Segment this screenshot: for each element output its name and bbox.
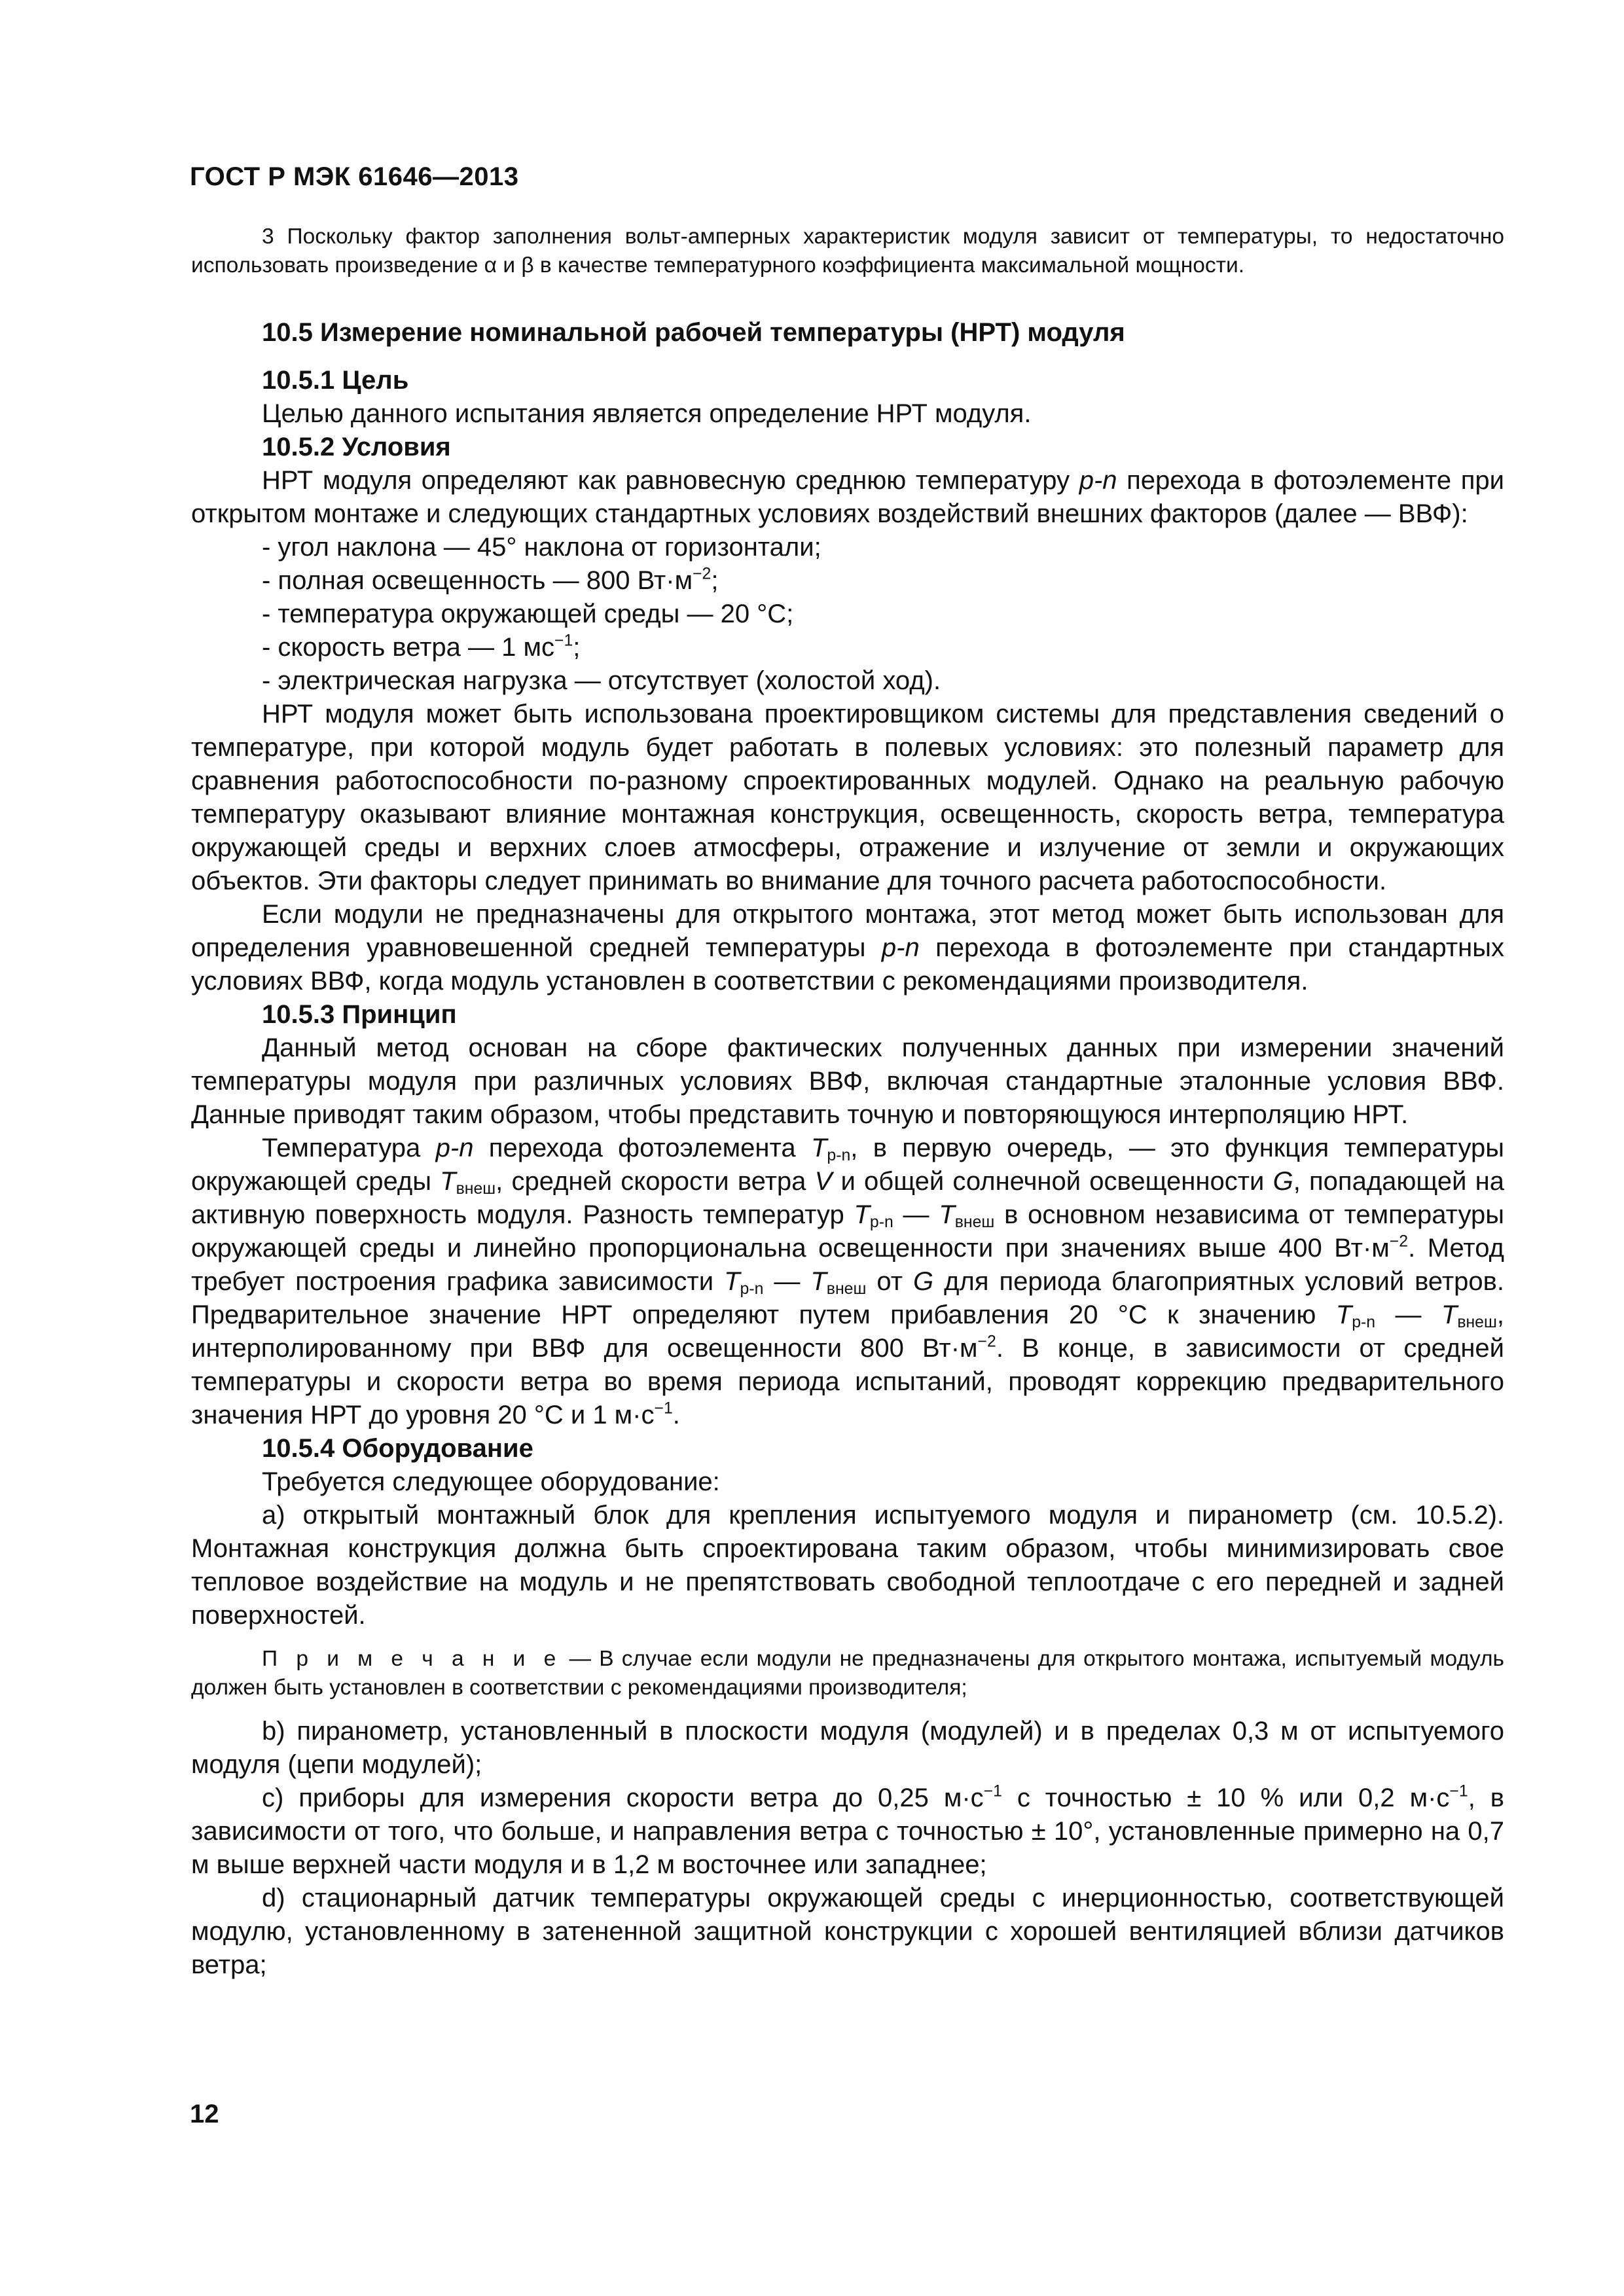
principle-paragraph-2: Температура p-n перехода фотоэлемента $T_{p-n}$, в первую очередь, — это функция температуры окружающей среды $T_{внеш}$, средней скорости ветра V и общей солнечной освещенности G, попадающей на активную поверхность модуля. Разность температур $T_{p-n}$ — $T_{внеш}$ в основном независима от температуры окружающей среды и линейно пропорциональна освещенности при значениях выше 400 $Вт\cdot м^{-2}$. Метод требует построения графика зависимости $T_{p-n}$ — $T_{внеш}$ от G для периода благоприятных условий ветров. Предварительное значение НРТ определяют путем прибавления 20 °C к значению $T_{p-n}$ — $T_{внеш}$, интерполированному при ВВФ для освещенности 800 $Вт\cdot м^{-2}$. В конце, в зависимости от средней температуры и скорости ветра во время периода испытаний, проводят коррекцию предварительного значения НРТ до уровня 20 °C и 1 $м\cdot с^{-1}$. xyxy=(191,1134,1505,1429)
subsection-10-5-3-title: 10.5.3 Принцип xyxy=(262,1000,457,1029)
subsection-10-5-4-title: 10.5.4 Оборудование xyxy=(262,1434,533,1463)
equipment-item-c: c) приборы для измерения скорости ветра до 0,25 $м\cdot с^{-1}$ с точностью ± 10 % или 0,2 $м\cdot с^{-1}$, в зависимости от того, что больше, и направления ветра с точностью ± 10°, установленные примерно на 0,7 м выше верхней части модуля и в 1,2 м восточнее или западнее; xyxy=(191,1782,1504,1879)
document-header: ГОСТ Р МЭК 61646—2013 xyxy=(190,162,519,191)
subsection-10-5-2-title: 10.5.2 Условия xyxy=(262,433,451,461)
condition-item-tilt: - угол наклона — 45° наклона от горизонтали; xyxy=(262,533,821,562)
principle-paragraph-1: Данный метод основан на сборе фактических полученных данных при измерении значений температуры модуля при различных условиях ВВФ, включая стандартные эталонные условия ВВФ. Данные приводят таким образом, чтобы представить точную и повторяющуюся интерполяцию НРТ. xyxy=(191,1033,1504,1129)
condition-item-ambient-temp: - температура окружающей среды — 20 °C; xyxy=(262,600,794,628)
condition-item-load: - электрическая нагрузка — отсутствует (холостой ход). xyxy=(262,666,941,695)
subsection-10-5-1-title: 10.5.1 Цель xyxy=(262,366,409,395)
equipment-note-block xyxy=(191,1645,1504,1702)
conditions-paragraph-3: Если модули не предназначены для открытого монтажа, этот метод может быть использован для определения уравновешенной средней температуры p-n перехода в фотоэлементе при стандартных условиях ВВФ, когда модуль установлен в соответствии с рекомендациями производителя. xyxy=(191,900,1504,996)
equipment-note: П р и м е ч а н и е — В случае если модули не предназначены для открытого монтажа, испытуемый модуль должен быть установлен в соответствии с рекомендациями производителя; xyxy=(191,1647,1505,1700)
condition-item-irradiance: - полная освещенность — 800 $Вт\cdot м^{-2}$; xyxy=(262,565,719,595)
main-text xyxy=(191,364,1504,1632)
conditions-intro: НРТ модуля определяют как равновесную среднюю температуру p-n перехода в фотоэлементе при открытом монтаже и следующих стандартных условиях воздействий внешних факторов (далее — ВВФ): xyxy=(191,466,1504,528)
section-title: 10.5 Измерение номинальной рабочей температуры (НРТ) модуля xyxy=(262,318,1125,347)
equipment-list-continued xyxy=(191,1715,1504,1982)
purpose-text: Целью данного испытания является определение НРТ модуля. xyxy=(262,399,1032,428)
page-number: 12 xyxy=(190,2100,219,2128)
equipment-item-d: d) стационарный датчик температуры окружающей среды с инерционностью, соответствующей модулю, установленному в затененной защитной конструкции с хорошей вентиляцией вблизи датчиков ветра; xyxy=(191,1884,1504,1979)
section-10-5 xyxy=(191,316,1504,350)
note-3: 3 Поскольку фактор заполнения вольт-амперных характеристик модуля зависит от температуры, то недостаточно использовать произведение α и β в качестве температурного коэффициента максимальной мощности. xyxy=(191,224,1504,278)
condition-item-wind-speed: - скорость ветра — 1 $мс^{-1}$; xyxy=(262,632,581,662)
conditions-paragraph-2: НРТ модуля может быть использована проектировщиком системы для представления сведений о температуре, при которой модуль будет работать в полевых условиях: это полезный параметр для сравнения работоспособности по-разному спроектированных модулей. Однако на реальную рабочую температуру оказывают влияние монтажная конструкция, освещенность, скорость ветра, температура окружающей среды и верхних слоев атмосферы, отражение и излучение от земли и окружающих объектов. Эти факторы следует принимать во внимание для точного расчета работоспособности. xyxy=(191,700,1504,895)
equipment-item-b: b) пиранометр, установленный в плоскости модуля (модулей) и в пределах 0,3 м от испытуемого модуля (цепи модулей); xyxy=(191,1717,1504,1779)
equipment-item-a: a) открытый монтажный блок для крепления испытуемого модуля и пиранометр (см. 10.5.2). Монтажная конструкция должна быть спроектирована таким образом, чтобы минимизировать свое тепловое воздействие на модуль и не препятствовать свободной теплоотдаче с его передней и задней поверхностей. xyxy=(191,1501,1504,1630)
note-3-block xyxy=(191,223,1504,280)
equipment-intro: Требуется следующее оборудование: xyxy=(262,1467,720,1496)
